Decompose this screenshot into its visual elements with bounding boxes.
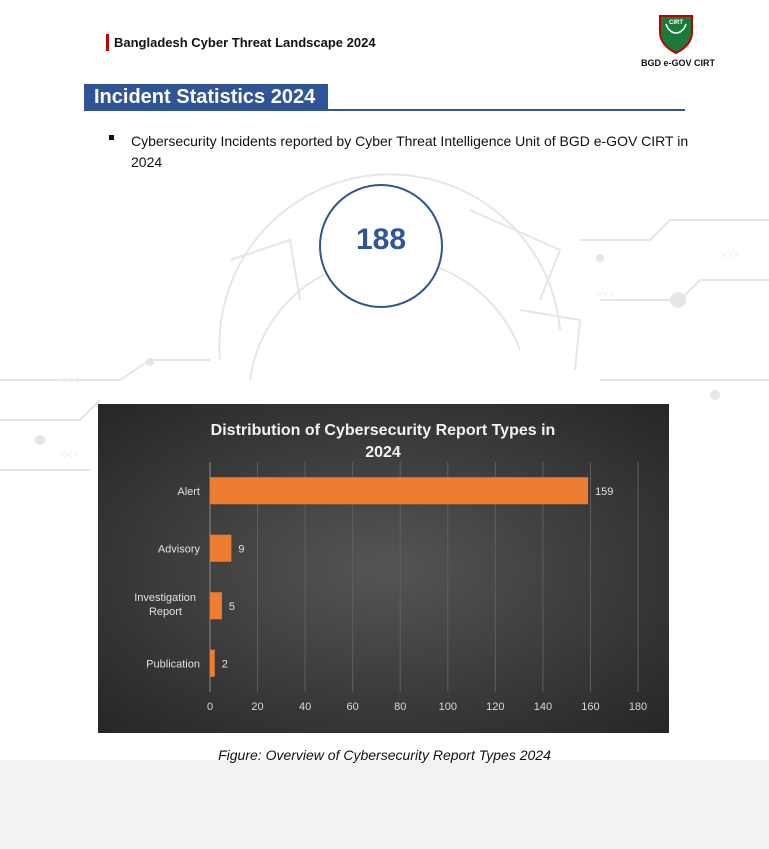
report-types-chart [98,404,669,733]
x-tick-label: 100 [438,701,457,713]
x-tick-label: 0 [206,701,214,713]
svg-text:<<<: <<< [60,375,80,387]
chart-canvas [98,404,669,733]
x-tick-label: 60 [346,701,359,713]
category-label: Alert [177,485,200,498]
svg-text:<<<: <<< [60,449,80,461]
bar [210,592,222,619]
bar-value-label: 9 [238,543,245,556]
section-underline [84,109,685,111]
category-label: Investigation Report [134,591,196,618]
bullet-square-icon [109,135,114,140]
svg-text:>>>: >>> [720,249,740,261]
bar [210,477,588,504]
x-tick-label: 40 [298,701,312,713]
x-tick-label: 160 [581,701,600,713]
x-tick-label: 140 [533,701,553,713]
x-tick-label: 80 [394,701,407,713]
chart-title: Distribution of Cybersecurity Report Types in 2024 [210,422,556,461]
logo-emblem-text: CIRT [669,20,683,26]
figure-caption: Figure: Overview of Cybersecurity Report Types 2024 [218,747,551,763]
cirt-shield-logo [657,12,695,54]
header-accent-bar [106,34,109,51]
bar-value-label: 2 [221,658,228,671]
bar-value-label: 159 [595,485,614,498]
x-tick-label: 20 [251,701,264,713]
svg-text:>>>: >>> [595,289,615,301]
logo-caption: BGD e-GOV CIRT [640,58,715,68]
section-heading: Incident Statistics 2024 [84,84,328,110]
bar [210,650,215,677]
bar [210,535,231,562]
incident-count-value: 188 [355,223,407,256]
category-label: Publication [146,658,200,671]
document-header-title: Bangladesh Cyber Threat Landscape 2024 [114,35,376,50]
bar-value-label: 5 [228,600,236,613]
x-tick-label: 120 [486,701,505,713]
category-label: Advisory [157,543,200,556]
bullet-text: Cybersecurity Incidents reported by Cyber Threat Intelligence Unit of BGD e-GOV CIRT in 2024 [131,133,689,170]
x-tick-label: 180 [628,701,648,713]
incident-count-circle [319,184,443,308]
